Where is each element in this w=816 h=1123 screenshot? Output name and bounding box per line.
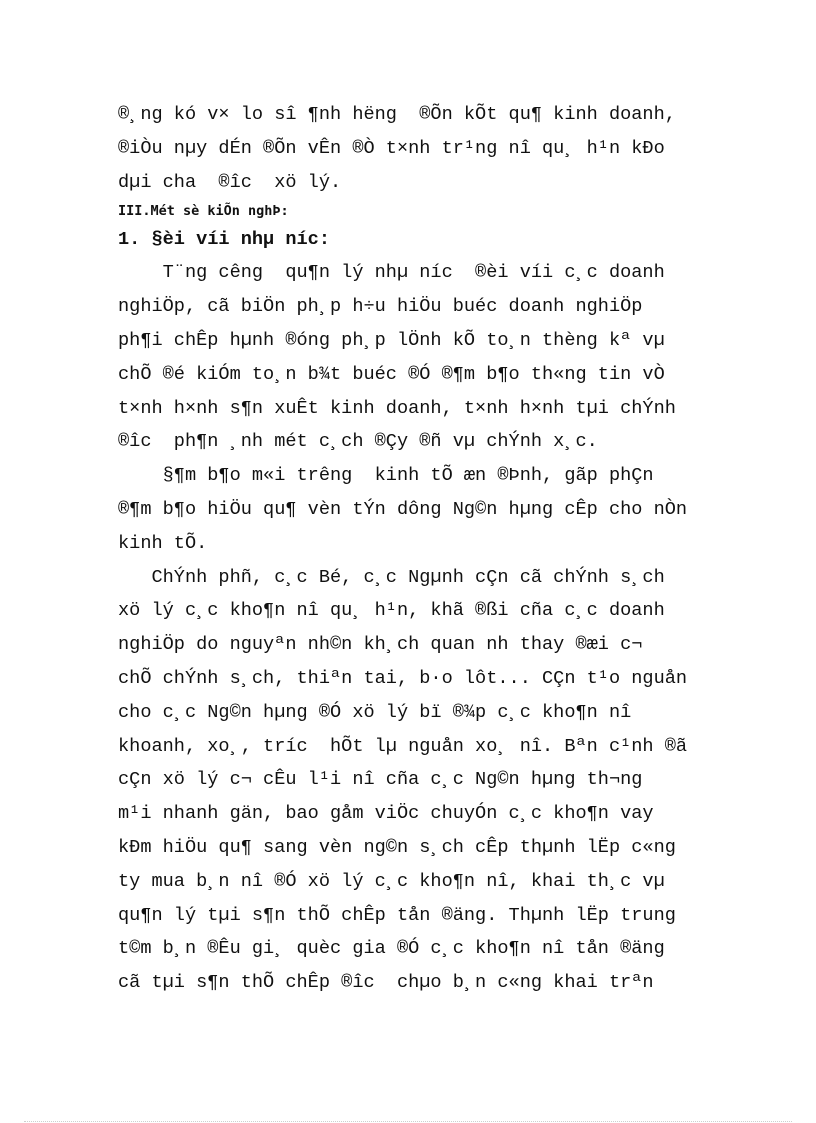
subsection-heading: 1. §èi víi nhµ níc:: [118, 229, 331, 251]
text-line: ph¶i chÊp hµnh ®óng ph¸p lÖnh kÕ to¸n thèng kª vµ: [118, 329, 665, 351]
text-line: chÕ chÝnh s¸ch, thiªn tai, b·o lôt... CÇn t¹o nguån: [118, 667, 688, 689]
section-heading: III.Mét sè kiÕn nghÞ:: [118, 203, 289, 220]
text-line: cho c¸c Ng©n hµng ®Ó xö lý bï ®¾p c¸c kho¶n nî: [118, 701, 632, 723]
text-line: T¨ng cêng qu¶n lý nhµ níc ®èi víi c¸c doanh: [118, 262, 665, 284]
text-line: khoanh, xo¸, tríc hÕt lµ nguån xo¸ nî. Bªn c¹nh ®ã: [118, 735, 688, 757]
text-line: xö lý c¸c kho¶n nî qu¸ h¹n, khã ®ßi cña c¸c doanh: [118, 600, 665, 622]
text-line: cÇn xö lý c¬ cÊu l¹i nî cña c¸c Ng©n hµng th¬ng: [118, 769, 643, 791]
page-bottom-rule: [24, 1121, 792, 1122]
document-page: [118, 98, 703, 1000]
text-line: dµi cha ®îc xö lý.: [118, 171, 342, 193]
text-line: nghiÖp, cã biÖn ph¸p h÷u hiÖu buéc doanh nghiÖp: [118, 296, 643, 318]
text-line: qu¶n lý tµi s¶n thÕ chÊp tån ®äng. Thµnh lËp trung: [118, 904, 676, 926]
opening-paragraph: [118, 98, 703, 199]
text-line: ®¸ng kó v× lo sî ¶nh hëng ®Õn kÕt qu¶ kinh doanh,: [118, 104, 676, 125]
body-text: [118, 256, 703, 1000]
text-line: ®¶m b¶o hiÖu qu¶ vèn tÝn dông Ng©n hµng cÊp cho nÒn: [118, 498, 688, 520]
text-line: nghiÖp do nguyªn nh©n kh¸ch quan nh thay ®æi c¬: [118, 634, 643, 656]
text-line: m¹i nhanh gän, bao gåm viÖc chuyÓn c¸c kho¶n vay: [118, 803, 654, 825]
text-line: ty mua b¸n nî ®Ó xö lý c¸c kho¶n nî, khai th¸c vµ: [118, 870, 665, 892]
text-line: kÐm hiÖu qu¶ sang vèn ng©n s¸ch cÊp thµnh lËp c«ng: [118, 836, 676, 858]
text-line: ®îc ph¶n ¸nh mét c¸ch ®Çy ®ñ vµ chÝnh x¸c.: [118, 431, 598, 453]
text-line: kinh tÕ.: [118, 532, 208, 554]
text-line: ChÝnh phñ, c¸c Bé, c¸c Ngµnh cÇn cã chÝnh s¸ch: [118, 566, 665, 588]
text-line: t©m b¸n ®Êu gi¸ quèc gia ®Ó c¸c kho¶n nî tån ®äng: [118, 938, 665, 960]
text-line: t×nh h×nh s¶n xuÊt kinh doanh, t×nh h×nh tµi chÝnh: [118, 397, 676, 419]
text-line: cã tµi s¶n thÕ chÊp ®îc chµo b¸n c«ng khai trªn: [118, 972, 654, 994]
text-line: chÕ ®é kiÓm to¸n b¾t buéc ®Ó ®¶m b¶o th«ng tin vÒ: [118, 363, 665, 385]
text-line: §¶m b¶o m«i trêng kinh tÕ æn ®Þnh, gãp phÇn: [118, 465, 654, 487]
text-line: ®iÒu nµy dÉn ®Õn vÊn ®Ò t×nh tr¹ng nî qu¸ h¹n kÐo: [118, 137, 665, 159]
